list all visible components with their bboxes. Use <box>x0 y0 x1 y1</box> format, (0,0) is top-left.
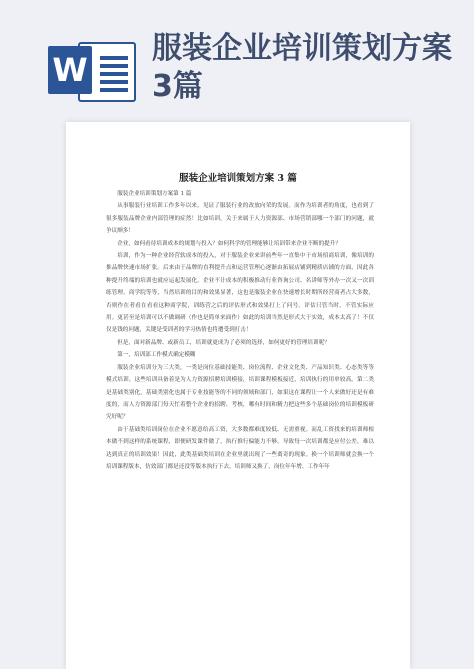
document-body <box>106 188 374 473</box>
document-title: 服装企业培训策划方案 3 篇 <box>179 173 297 184</box>
document-banner <box>0 0 474 110</box>
doc-paragraph: 服装企业培训分为三大类，一类是岗位基础技能类、岗位流程、企业文化类、产品知识类、心态类等等模式培训。这些培训具备着是为人力资源招聘培训模接，培训课程模板接近，培训执行的用单较高。第二类是基础类别化，基础类别化也属于专业技能等的不同的领域和部门，如果这在课程让一个人来做好还是有难度的，而人力资源部门每天忙着整个企业的招聘、考核，哪有时间和精力把这些多个基础岗位的培训模板研究好呢？ <box>106 364 374 421</box>
doc-paragraph: 服装企业培训策划方案第 1 篇 <box>117 191 192 197</box>
word-letter-badge: W <box>48 46 92 94</box>
doc-paragraph: 企业，如何看待培训成本的规划与投入？如何科学的管理能够让培训带来企业不断的提升？ <box>117 240 341 247</box>
doc-paragraph: 但是，面对新品牌、或新员工，培训就更成为了必须的选择，如何更好的管理培训呢？ <box>117 339 330 346</box>
doc-paragraph: 第一，培训部工作模式确定模糊 <box>117 352 196 359</box>
doc-paragraph: 由于基础类培训岗位在企业不愿意给高工资，大多数都难度较低、无需重视。而乱工资找来的培训师根本做不到这样的系统课程，即便研发课件做了，执行推行偏能力不够，导致每一次培训都是应付公差，难以达到真正的培训效果！因此，此类基础类培训在企业里就出现了一些离奇的现象。换一个培训师就会换一个培训课程版本，仿效部门都是还没等版本执行下去，培训师又换了，岗位年年增、工作年年 <box>106 426 374 470</box>
word-document-icon <box>48 36 140 110</box>
document-page-preview <box>66 122 410 669</box>
doc-paragraph: 培训，作为一种企业经营软成本的投入，对于服装企业来讲前些年一直集中于市场招商培训，像培训的推品牌快速市场扩张。后来由于品牌的直利提升点和运营管理心逐渐由拓展店铺到精质店铺的方面，因此各种提升终端的培训也就应运起发展化。企业不计成本的积极推动行业咨询公司、名讲师等外办一次又一次训练管理、商学院等等，当然培训的目的和效果显著，这也是服装企业在快速增长时期所经营商者占大多数，否则作在者看在看看这种商学院，训练营之后的评估形式和效果打上了问号。评估只管当时，不管实际应用。更甚至是培训可以不做调研（作也是简单来面作）如此的培训当然是形式大于实效，成本太高了！不仅仅是钱的问题，关键是受训者的学习热情也将遭受到打击！ <box>106 253 374 334</box>
banner-title: 服装企业培训策划方案3篇 <box>152 31 452 104</box>
doc-paragraph: 从事服装行业培训工作多年以来，见证了服装行业的改放向荣的发展。而作为培训者的角度，也看到了很多服装品牌企业内部管理的症然！比如培训，关于来属于人力资源部、市场营销部哪一个部门的问题，就争议颇多！ <box>106 203 374 235</box>
